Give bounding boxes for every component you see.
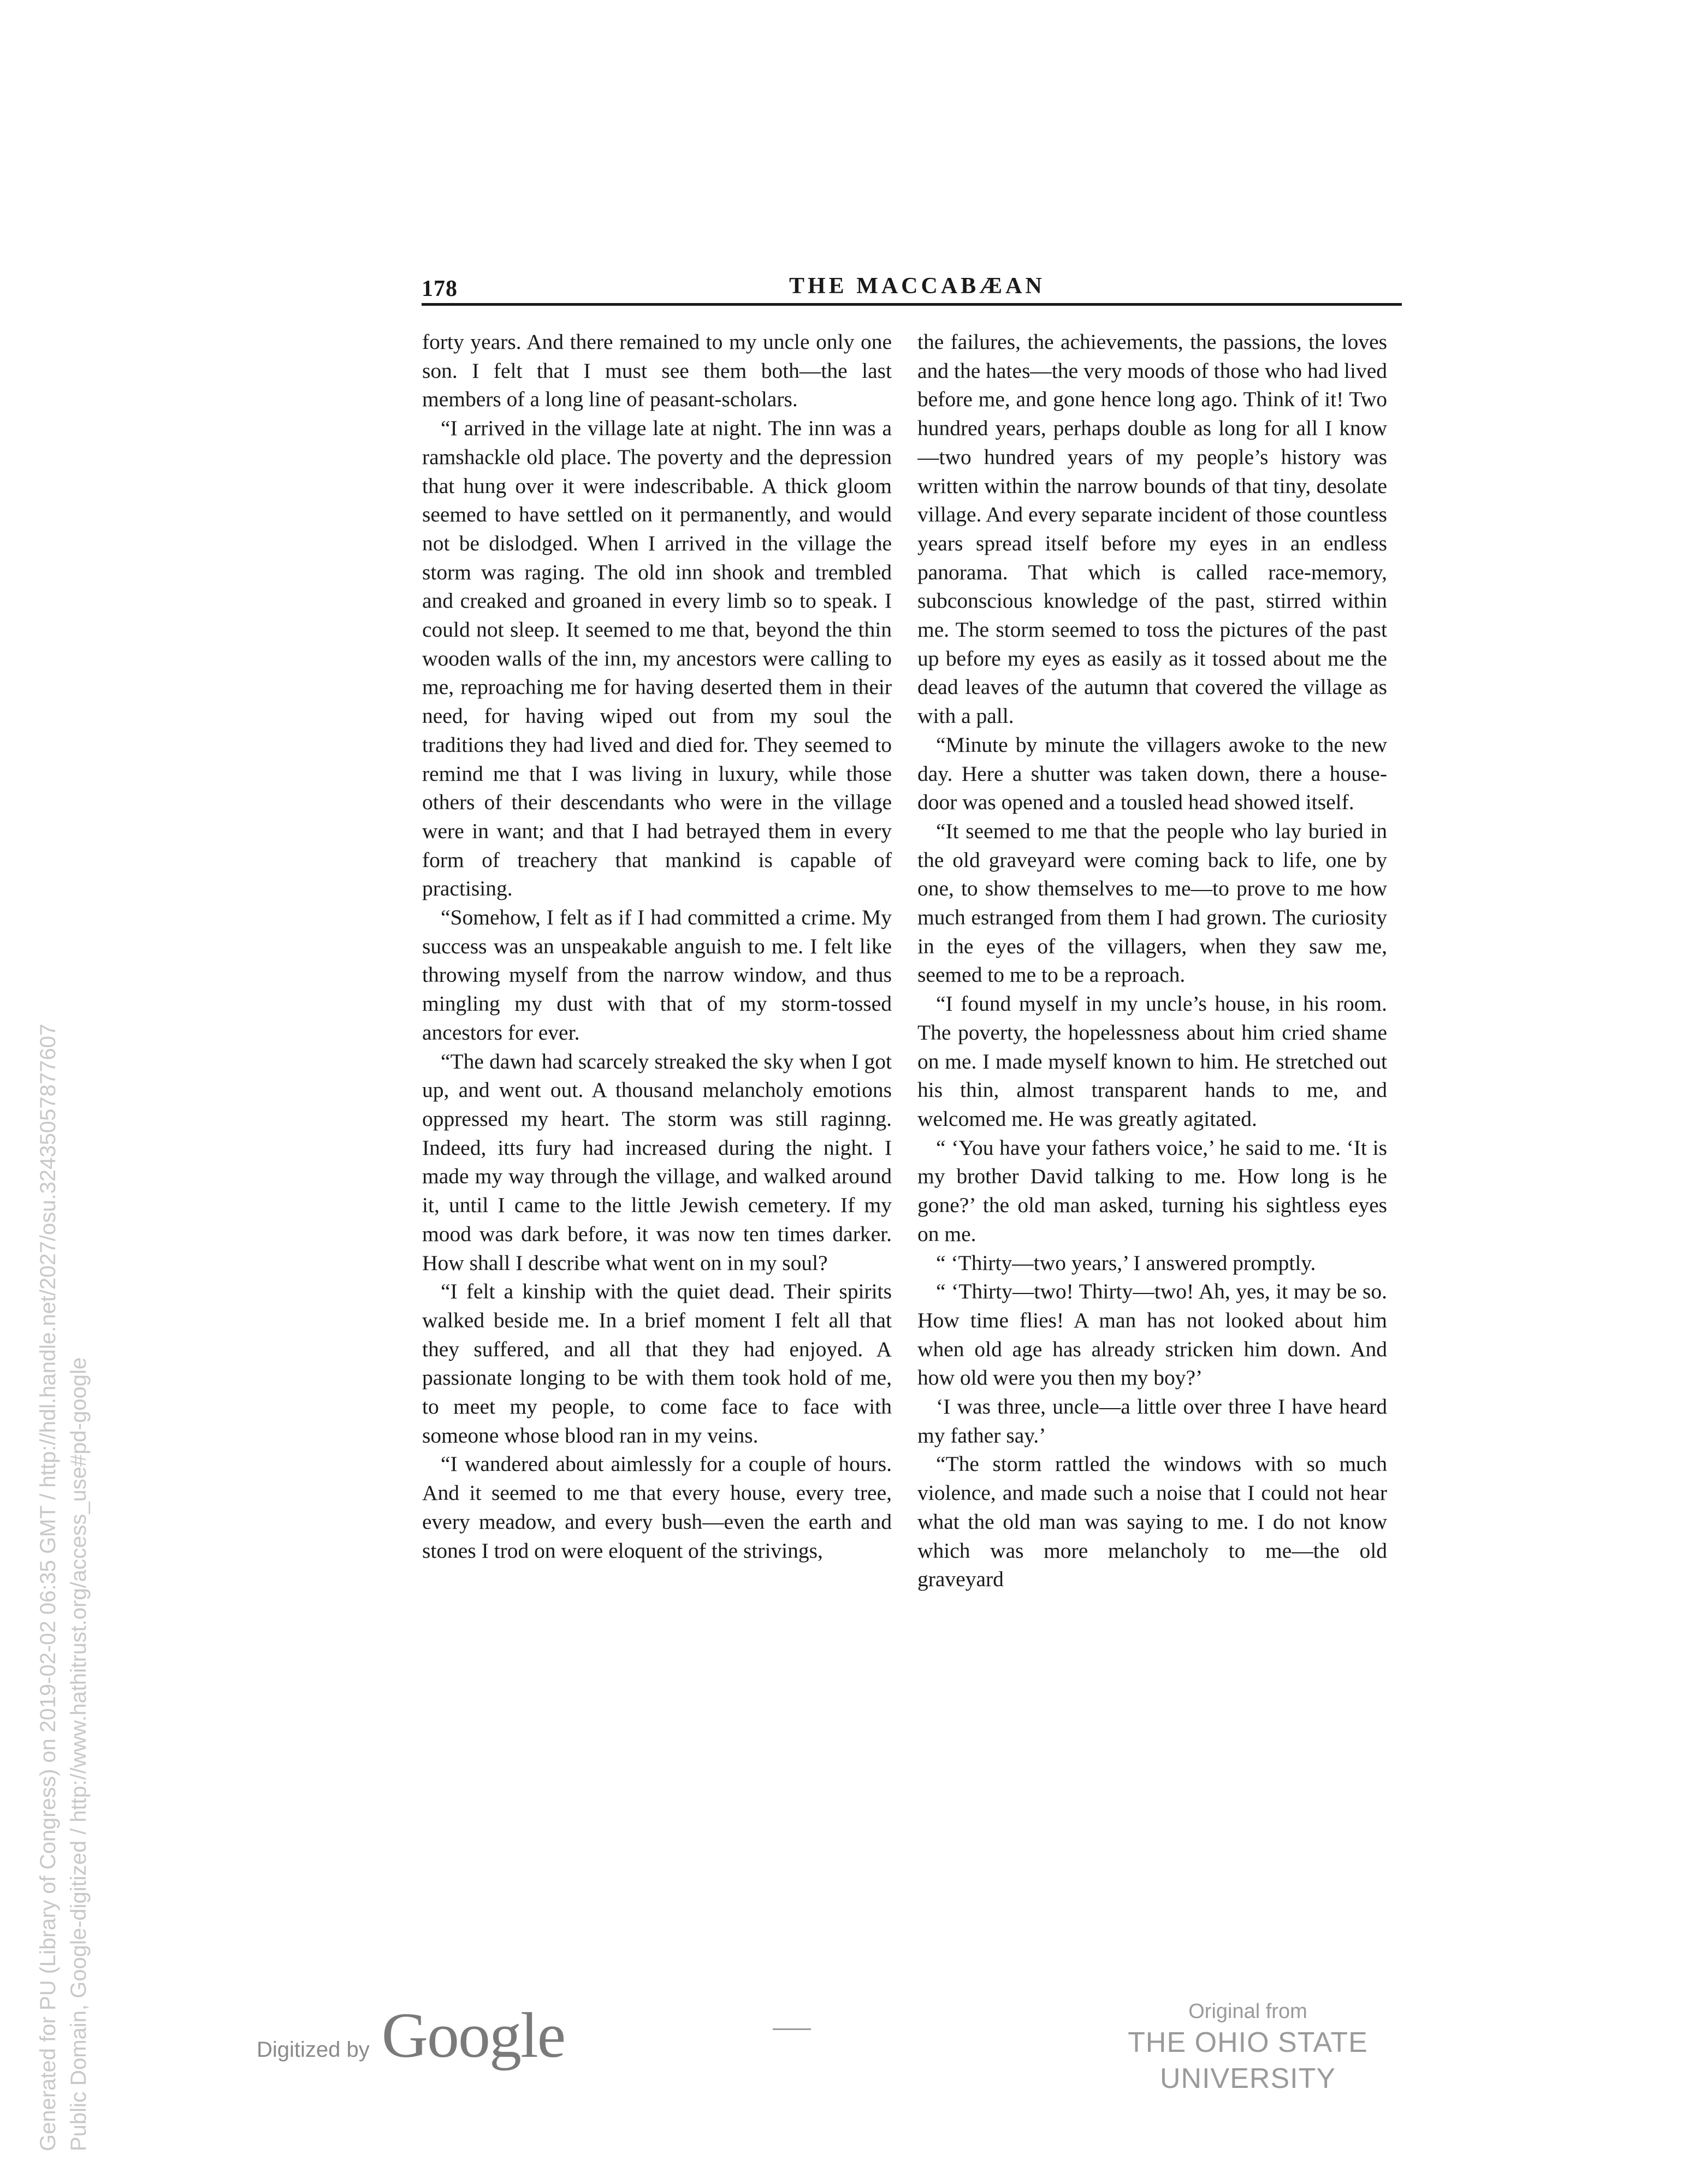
paragraph: “I wandered about aimlessly for a couple of hours. And it seemed to me that every house, every tree, every meadow, and every bush—even the earth and stones I trod on were eloquent of the strivings,: [422, 1452, 892, 1563]
watermark-line: Public Domain, Google-digitized / http://www.hathitrust.org/access_use#pd-google: [67, 1357, 91, 2151]
footer-divider: [773, 2028, 811, 2030]
google-logo: Google: [381, 1999, 565, 2071]
original-from-credit: [1049, 1998, 1447, 2097]
paragraph: “Minute by minute the villagers awoke to the new day. Here a shutter was taken down, there a house-door was opened and a tousled head showed itself.: [917, 732, 1387, 815]
running-title: THE MACCABÆAN: [789, 274, 1045, 299]
left-text-column: [422, 328, 892, 1960]
paragraph: “Somehow, I felt as if I had committed a crime. My success was an unspeakable anguish to me. I felt like throwing myself from the narrow window, and thus mingling my dust with that of my storm-tossed ancestors for ever.: [422, 905, 892, 1044]
paragraph: “The dawn had scarcely streaked the sky when I got up, and went out. A thousand melancholy emotions oppressed my heart. The storm was still raginng. Indeed, itts fury had increased during the night. I made my way through the village, and walked around it, until I came to the little Jewish cemetery. If my mood was dark before, it was now ten times darker. How shall I describe what went on in my soul?: [422, 1049, 892, 1275]
paragraph: forty years. And there remained to my uncle only one son. I felt that I must see them both—the last members of a long line of peasant-scholars.: [422, 330, 892, 412]
original-from-label: Original from: [1188, 2000, 1307, 2023]
paragraph: “ ‘You have your fathers voice,’ he said to me. ‘It is my brother David talking to me. How long is he gone?’ the old man asked, turning his sightless eyes on me.: [917, 1135, 1387, 1246]
paragraph: “I arrived in the village late at night. The inn was a ramshackle old place. The poverty and the depression that hung over it were indescribable. A thick gloom seemed to have settled on it permanently, and would not be dislodged. When I arrived in the village the storm was raging. The old inn shook and trembled and creaked and groaned in every limb so to speak. I could not sleep. It seemed to me that, beyond the thin wooden walls of the inn, my ancestors were calling to me, reproaching me for having deserted them in their need, for having wiped out from my soul the traditions they had lived and died for. They seemed to remind me that I was living in luxury, while those others of their descendants who were in the village were in want; and that I had betrayed them in every form of treachery that mankind is capable of practising.: [422, 416, 892, 901]
paragraph: “ ‘Thirty—two years,’ I answered promptly.: [936, 1250, 1316, 1275]
paragraph: “The storm rattled the windows with so much violence, and made such a noise that I could not hear what the old man was saying to me. I do not know which was more melancholy to me—the old graveyard: [917, 1452, 1387, 1592]
paragraph: ‘I was three, uncle—a little over three I have heard my father say.’: [917, 1394, 1387, 1447]
header-rule: [422, 303, 1402, 306]
hathitrust-watermark: [33, 0, 94, 2151]
university-name: THE OHIO STATE UNIVERSITY: [1128, 2027, 1368, 2094]
digitized-by-label: Digitized by: [257, 2038, 370, 2062]
paragraph: “ ‘Thirty—two! Thirty—two! Ah, yes, it may be so. How time flies! A man has not looked about him when old age has already stricken him down. And how old were you then my boy?’: [917, 1279, 1387, 1390]
paragraph: “It seemed to me that the people who lay buried in the old graveyard were coming back to life, one by one, to show themselves to me—to prove to me how much estranged from them I had grown. The curiosity in the eyes of the villagers, when they saw me, seemed to me to be a reproach.: [917, 818, 1387, 987]
digitized-by-google: [257, 1998, 565, 2073]
right-text-column: [917, 328, 1387, 1960]
paragraph: the failures, the achievements, the passions, the loves and the hates—the very moods of those who had lived before me, and gone hence long ago. Think of it! Two hundred years, perhaps double as long for all I know—two hundred years of my people’s history was written within the narrow bounds of that tiny, desolate village. And every separate incident of those countless years spread itself before my eyes in an endless panorama. That which is called race-memory, subconscious knowledge of the past, stirred within me. The storm seemed to toss the pictures of the past up before my eyes as easily as it tossed about me the dead leaves of the autumn that covered the village as with a pall.: [917, 330, 1387, 728]
paragraph: “I found myself in my uncle’s house, in his room. The poverty, the hopelessness about him cried shame on me. I made myself known to him. He stretched out his thin, almost transparent hands to me, and welcomed me. He was greatly agitated.: [917, 992, 1387, 1131]
paragraph: “I felt a kinship with the quiet dead. Their spirits walked beside me. In a brief moment I felt all that they suffered, and all that they had enjoyed. A passionate longing to be with them took hold of me, to meet my people, to come face to face with someone whose blood ran in my veins.: [422, 1279, 892, 1447]
watermark-line: Generated for PU (Library of Congress) on 2019-02-02 06:35 GMT / http://hdl.handle.net/2027/osu.32435057877607: [36, 1023, 60, 2151]
page-number: 178: [422, 276, 458, 301]
